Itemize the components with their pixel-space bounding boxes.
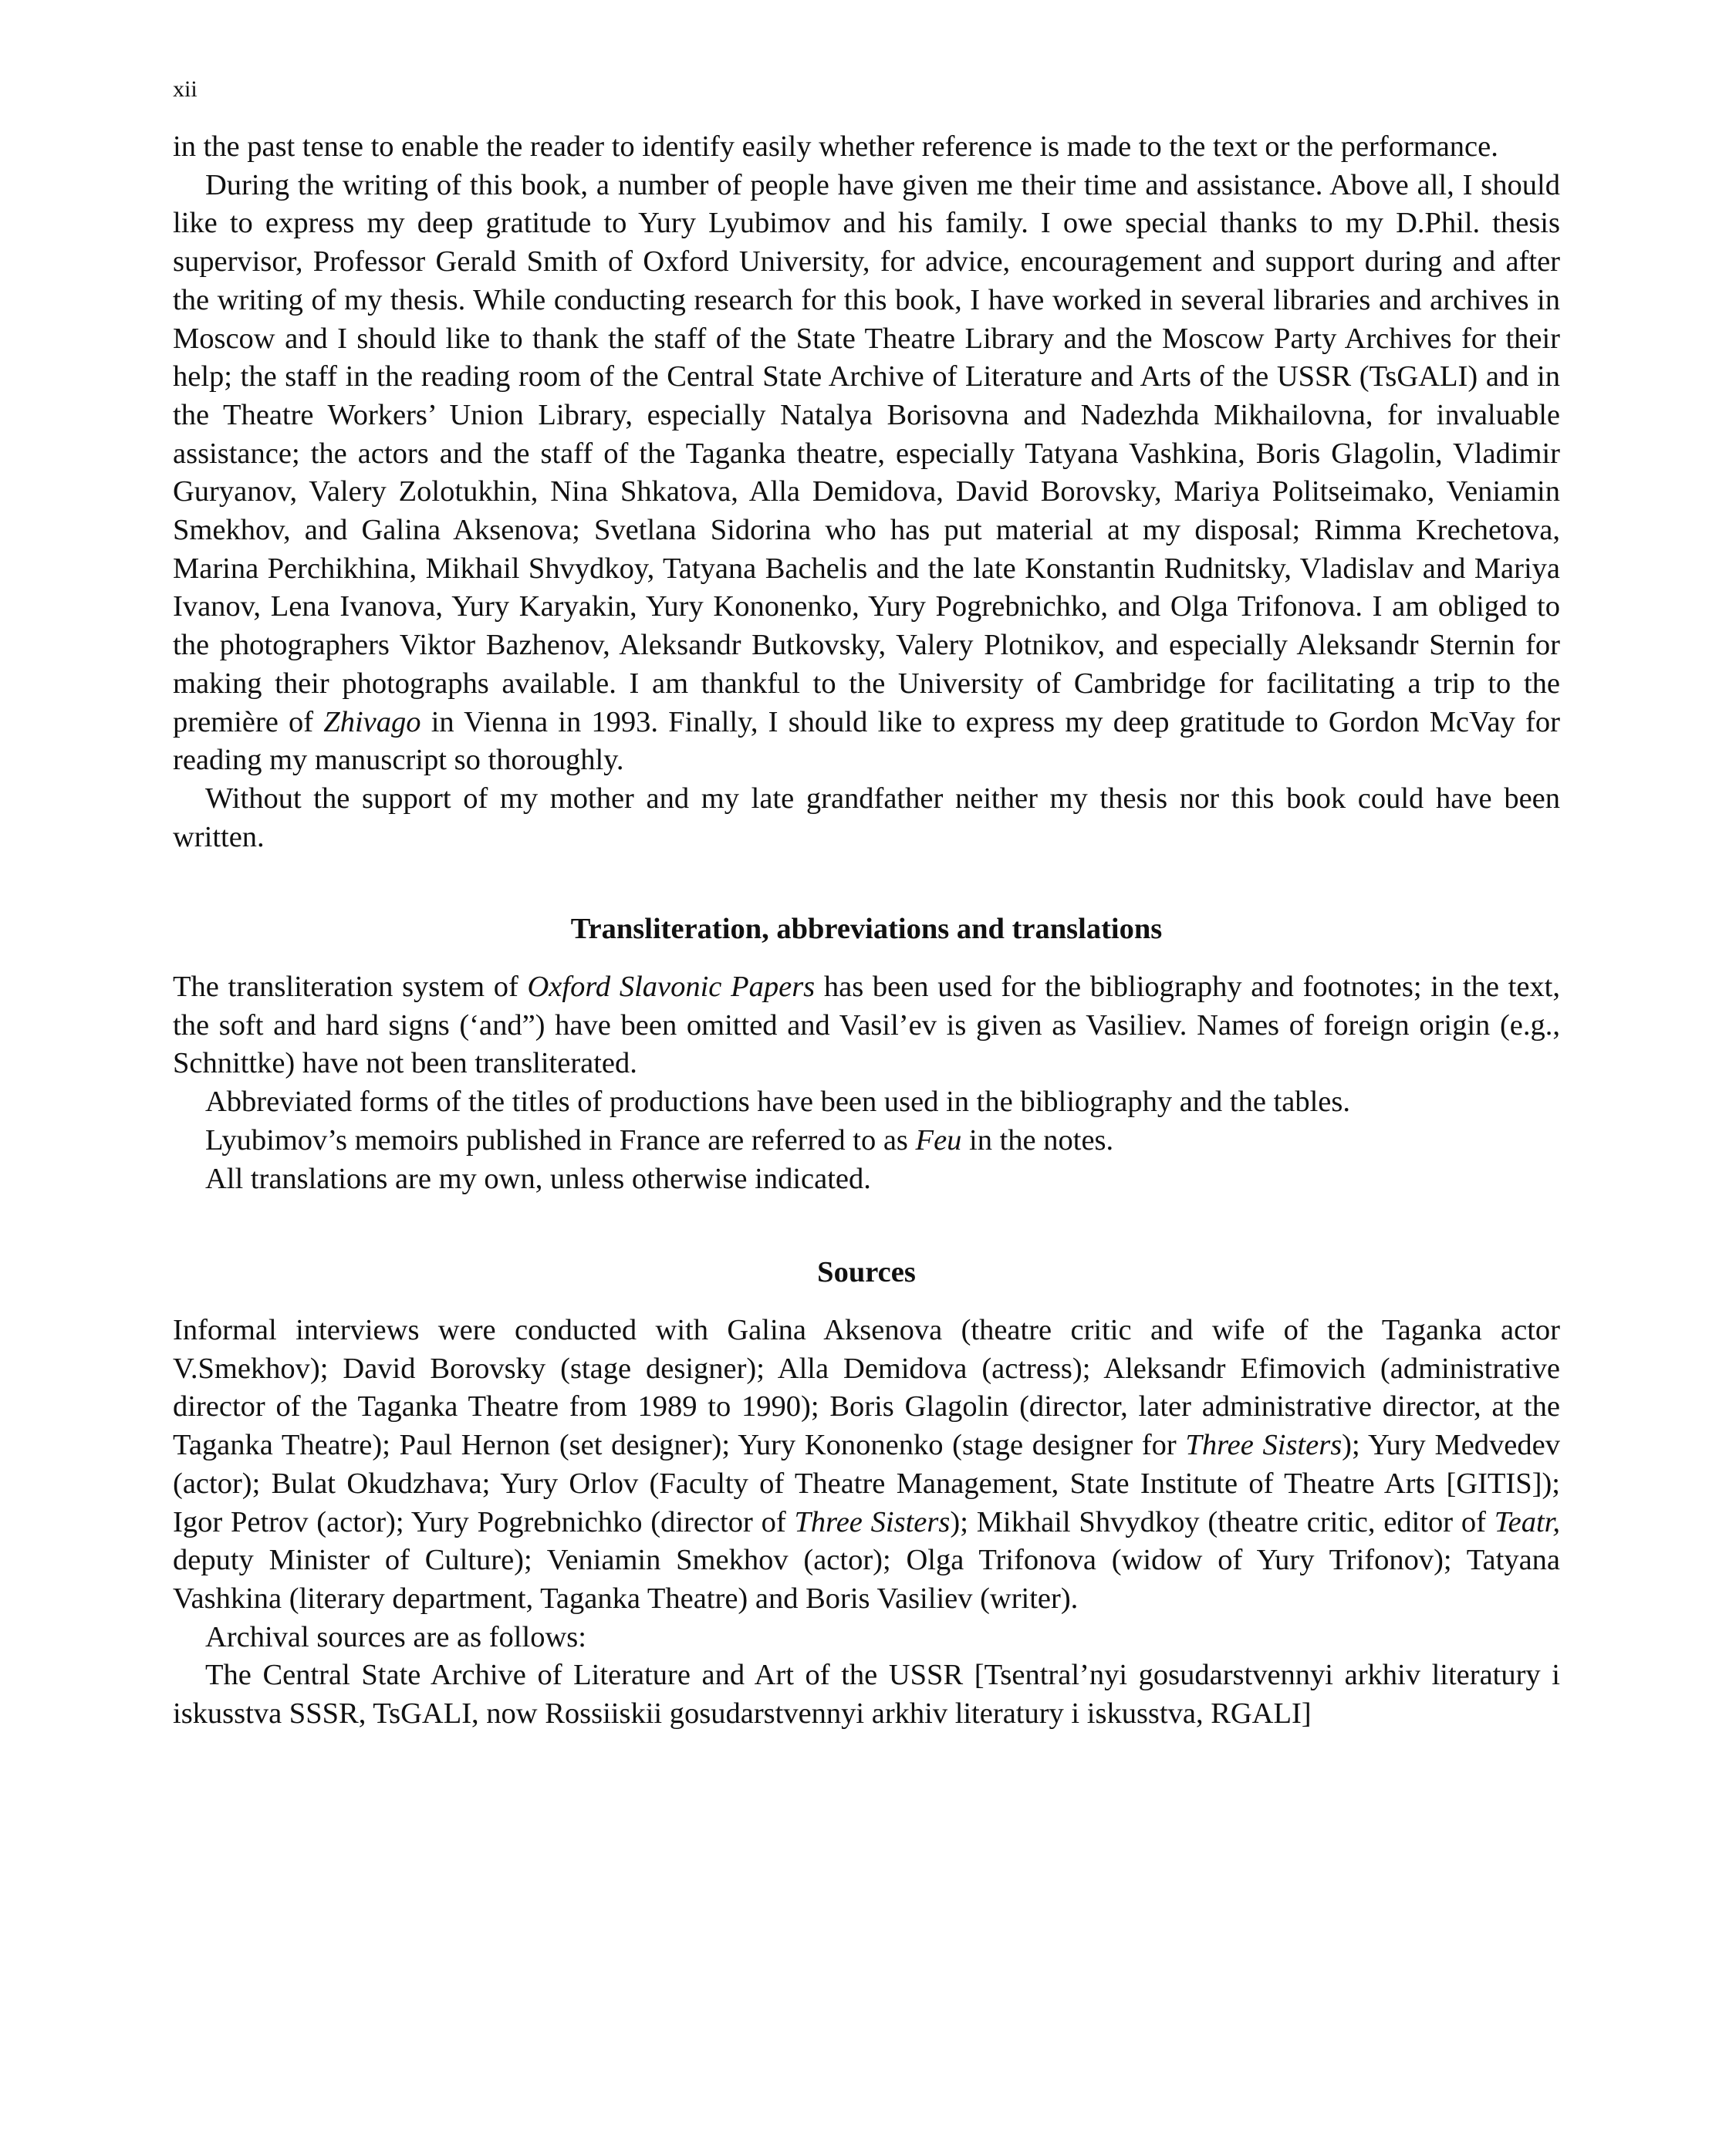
- three-sisters-title-1: Three Sisters: [1185, 1429, 1343, 1462]
- interviews-text-c: ); Mikhail Shvydkoy (theatre critic, editor of: [950, 1505, 1495, 1538]
- archive-tsgali-paragraph: The Central State Archive of Literature and Art of the USSR [Tsentral’nyi gosudarstvennyi arkhiv literatury i iskusstva SSSR, TsGALI, now Rossiiskii gosudarstvennyi arkhiv literatury i iskusstva, RGALI]: [173, 1659, 1560, 1731]
- acknowledgements-paragraph: [173, 167, 1560, 780]
- page-number: xii: [173, 76, 198, 102]
- sources-heading: Sources: [817, 1256, 916, 1289]
- three-sisters-title-2: Three Sisters: [794, 1505, 951, 1538]
- interviews-paragraph: [173, 1312, 1560, 1619]
- transliteration-text-a: The transliteration system of: [173, 971, 528, 1004]
- acknowledgements-text-b: in Vienna in 1993. Finally, I should like to express my deep gratitude to Gordon McVay for reading my manuscript so thoroughly.: [173, 705, 1560, 777]
- book-page: [173, 74, 1560, 1734]
- zhivago-title: Zhivago: [323, 705, 421, 738]
- transliteration-heading: Transliteration, abbreviations and translations: [570, 913, 1163, 946]
- memoirs-paragraph: [173, 1122, 1560, 1160]
- interviews-text-d: deputy Minister of Culture); Veniamin Smekhov (actor); Olga Trifonova (widow of Yury Trifonov); Tatyana Vashkina (literary department, Taganka Theatre) and Boris Vasiliev (writer).: [173, 1544, 1560, 1615]
- feu-title: Feu: [915, 1123, 962, 1157]
- translations-paragraph: All translations are my own, unless otherwise indicated.: [205, 1162, 871, 1195]
- intro-continuation-paragraph: in the past tense to enable the reader to identify easily whether reference is made to the text or the performance.: [173, 130, 1498, 163]
- family-thanks-paragraph: Without the support of my mother and my late grandfather neither my thesis nor this book could have been written.: [173, 782, 1560, 853]
- acknowledgements-text-a: During the writing of this book, a number of people have given me their time and assistance. Above all, I should like to express my deep gratitude to Yury Lyubimov and his family. I owe special thanks to my D.Phil. thesis supervisor, Professor Gerald Smith of Oxford University, for advice, encouragement and support during and after the writing of my thesis. While conducting research for this book, I have worked in several libraries and archives in Moscow and I should like to thank the staff of the State Theatre Library and the Moscow Party Archives for their help; the staff in the reading room of the Central State Archive of Literature and Arts of the USSR (TsGALI) and in the Theatre Workers’ Union Library, especially Natalya Borisovna and Nadezhda Mikhailovna, for invaluable assistance; the actors and the staff of the Taganka theatre, especially Tatyana Vashkina, Boris Glagolin, Vladimir Guryanov, Valery Zolotukhin, Nina Shkatova, Alla Demidova, David Borovsky, Mariya Politseimako, Veniamin Smekhov, and Galina Aksenova; Svetlana Sidorina who has put material at my disposal; Rimma Krechetova, Marina Perchikhina, Mikhail Shvydkoy, Tatyana Bachelis and the late Konstantin Rudnitsky, Vladislav and Mariya Ivanov, Lena Ivanova, Yury Karyakin, Yury Kononenko, Yury Pogrebnichko, and Olga Trifonova. I am obliged to the photographers Viktor Bazhenov, Aleksandr Butkovsky, Valery Plotnikov, and especially Aleksandr Sternin for making their photographs available. I am thankful to the University of Cambridge for facilitating a trip to the première of: [173, 168, 1560, 738]
- memoirs-text-b: in the notes.: [961, 1123, 1114, 1157]
- abbreviations-paragraph: Abbreviated forms of the titles of productions have been used in the bibliography and the tables.: [205, 1086, 1350, 1119]
- teatr-title: Teatr,: [1494, 1505, 1561, 1538]
- transliteration-text-b: has been used for the bibliography and footnotes; in the text, the soft and hard signs (‘and”) have been omitted and Vasil’ev is given as Vasiliev. Names of foreign origin (e.g., Schnittke) have not been transliterated.: [173, 971, 1560, 1080]
- interviews-text-a: Informal interviews were conducted with Galina Aksenova (theatre critic and wife of the Taganka actor V.Smekhov); David Borovsky (stage designer); Alla Demidova (actress); Aleksandr Efimovich (administrative director of the Taganka Theatre from 1989 to 1990); Boris Glagolin (director, later administrative director, at the Taganka Theatre); Paul Hernon (set designer); Yury Kononenko (stage designer for: [173, 1313, 1560, 1462]
- transliteration-paragraph: [173, 968, 1560, 1083]
- interviews-text-b: ); Yury Medvedev (actor); Bulat Okudzhava; Yury Orlov (Faculty of Theatre Management, State Institute of Theatre Arts [GITIS]); Igor Petrov (actor); Yury Pogrebnichko (director of: [173, 1429, 1560, 1538]
- archival-sources-intro: Archival sources are as follows:: [205, 1620, 586, 1653]
- memoirs-text-a: Lyubimov’s memoirs published in France are referred to as: [205, 1123, 916, 1157]
- oxford-slavonic-papers-title: Oxford Slavonic Papers: [527, 971, 816, 1004]
